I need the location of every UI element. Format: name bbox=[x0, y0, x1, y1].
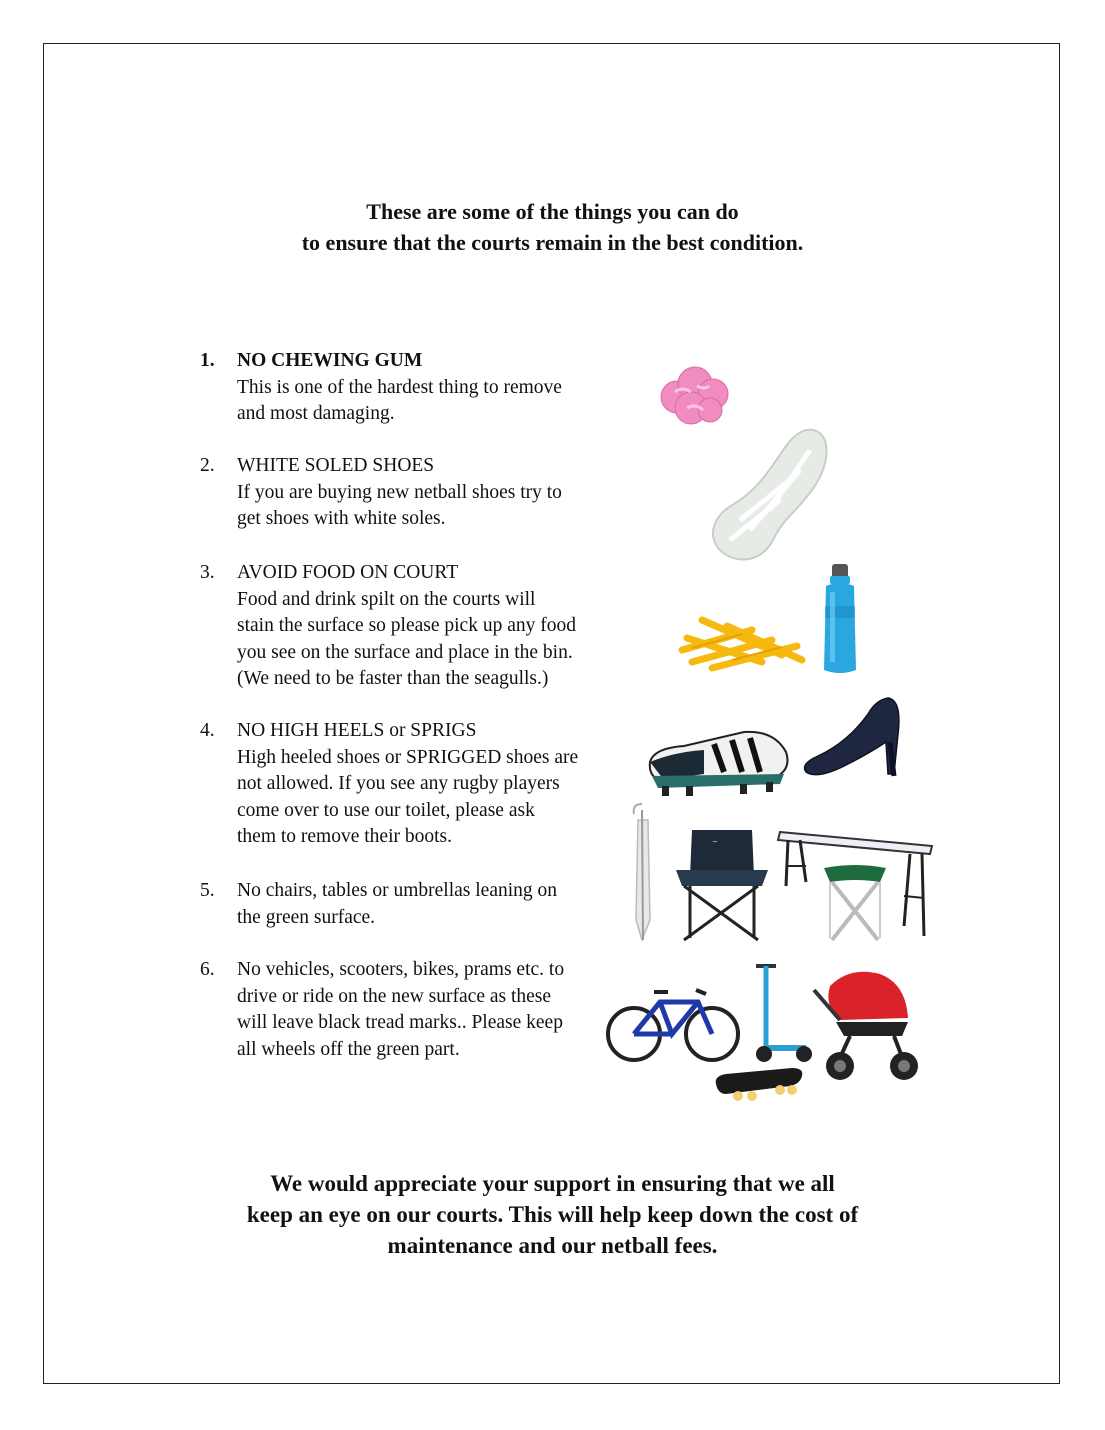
svg-text:~: ~ bbox=[712, 838, 718, 846]
item-title: NO HIGH HEELS or SPRIGS bbox=[237, 720, 477, 741]
closing-line-1: We would appreciate your support in ensuring that we all bbox=[270, 1171, 835, 1196]
item-number: 2. bbox=[200, 455, 215, 476]
list-item-vehicles bbox=[200, 957, 630, 1063]
closing-line-3: maintenance and our netball fees. bbox=[387, 1233, 718, 1258]
item-line: the green surface. bbox=[237, 906, 376, 928]
item-number: 1. bbox=[200, 350, 215, 371]
item-number: 3. bbox=[200, 562, 215, 583]
item-line: drive or ride on the new surface as these bbox=[237, 985, 552, 1007]
camping-chair-icon bbox=[670, 826, 774, 946]
list-item-high-heels bbox=[200, 718, 630, 851]
item-line: stain the surface so please pick up any food bbox=[237, 615, 576, 636]
list-item-white-soled-shoes bbox=[200, 453, 630, 533]
item-line: This is one of the hardest thing to remove bbox=[237, 376, 562, 398]
item-line: High heeled shoes or SPRIGGED shoes are bbox=[237, 746, 579, 768]
fries-icon bbox=[672, 600, 812, 680]
closing-message bbox=[0, 1168, 1105, 1261]
item-line: not allowed. If you see any rugby players bbox=[237, 773, 560, 794]
item-line: If you are buying new netball shoes try to bbox=[237, 481, 562, 503]
item-title: WHITE SOLED SHOES bbox=[237, 455, 435, 476]
list-item-chewing-gum bbox=[200, 348, 630, 428]
item-line: get shoes with white soles. bbox=[237, 508, 446, 529]
item-title: AVOID FOOD ON COURT bbox=[237, 562, 459, 583]
pram-icon bbox=[810, 966, 918, 1084]
item-line: all wheels off the green part. bbox=[237, 1038, 460, 1060]
item-line: you see on the surface and place in the bin. bbox=[237, 641, 573, 663]
heading-line-1: These are some of the things you can do bbox=[366, 199, 739, 224]
item-line: and most damaging. bbox=[237, 403, 395, 424]
heading-line-2: to ensure that the courts remain in the best condition. bbox=[301, 230, 804, 255]
scooter-icon bbox=[750, 962, 812, 1066]
item-line: them to remove their boots. bbox=[237, 826, 452, 847]
high-heel-icon bbox=[798, 694, 908, 794]
item-line: will leave black tread marks.. Please keep bbox=[237, 1012, 563, 1033]
page-heading bbox=[0, 196, 1105, 258]
bicycle-icon bbox=[606, 980, 742, 1064]
item-title: No vehicles, scooters, bikes, prams etc. to bbox=[237, 959, 565, 980]
list-item-chairs bbox=[200, 878, 630, 931]
item-number: 6. bbox=[200, 959, 215, 980]
item-number: 4. bbox=[200, 720, 215, 741]
folding-stool-icon bbox=[820, 862, 890, 944]
skateboard-icon bbox=[712, 1066, 806, 1106]
item-line: come over to use our toilet, please ask bbox=[237, 799, 535, 821]
drink-bottle-icon bbox=[820, 562, 860, 677]
umbrella-icon bbox=[628, 800, 658, 945]
item-title: NO CHEWING GUM bbox=[237, 350, 423, 371]
item-number: 5. bbox=[200, 880, 215, 901]
item-title: No chairs, tables or umbrellas leaning on bbox=[237, 880, 558, 901]
rugby-boot-icon bbox=[644, 712, 794, 812]
item-line: (We need to be faster than the seagulls.) bbox=[237, 668, 549, 689]
white-sole-shoe-icon bbox=[700, 420, 840, 570]
item-line: Food and drink spilt on the courts will bbox=[237, 588, 536, 610]
list-item-avoid-food bbox=[200, 560, 630, 693]
closing-line-2: keep an eye on our courts. This will help keep down the cost of bbox=[246, 1202, 859, 1227]
